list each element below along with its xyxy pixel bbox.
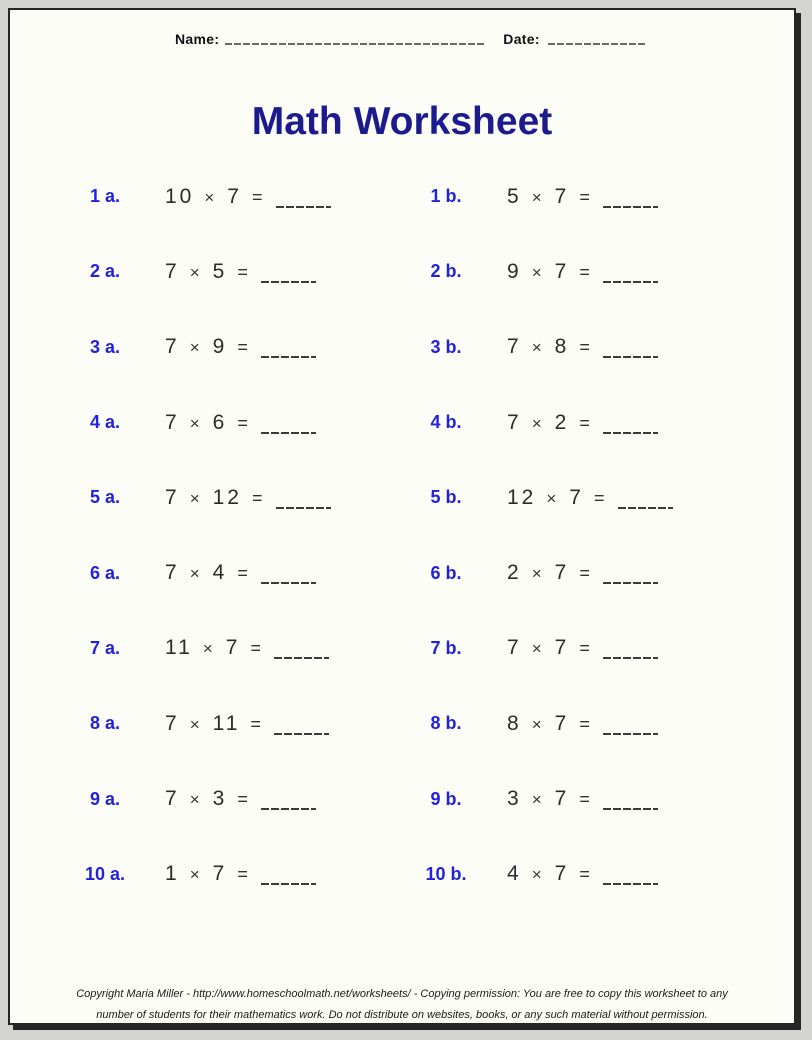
page-title: Math Worksheet (251, 100, 553, 143)
answer-blank (603, 657, 658, 659)
problem-2a (165, 260, 408, 284)
problem-number-9b: 9 b. (430, 788, 462, 809)
multiplication-sign: × (546, 488, 557, 508)
answer-blank (261, 356, 316, 358)
copyright-line-1: Copyright Maria Miller - http://www.homeschoolmath.net/worksheets/ - Copying permission: You are free to copy this worksheet to any (76, 988, 728, 1000)
problem-row-10 (10, 837, 794, 912)
answer-blank (603, 432, 658, 434)
factor-1: 2 (507, 561, 522, 585)
factor-2: 6 (212, 410, 228, 434)
factor-1: 7 (507, 335, 522, 359)
answer-blank (603, 281, 658, 283)
answer-blank (603, 733, 658, 735)
problem-1a (165, 185, 408, 209)
answer-blank (618, 507, 673, 509)
problem-5b (507, 486, 673, 510)
factor-1: 5 (507, 184, 522, 208)
name-blank-line (225, 43, 485, 45)
answer-blank (261, 432, 316, 434)
problem-10a (165, 862, 408, 886)
problem-9b (507, 787, 658, 811)
problem-number-6a: 6 a. (89, 562, 121, 583)
equals-sign: = (579, 638, 590, 659)
factor-1: 4 (507, 862, 522, 886)
factor-1: 7 (165, 561, 180, 585)
answer-blank (261, 582, 316, 584)
equals-sign: = (579, 713, 590, 734)
factor-2: 7 (225, 636, 241, 660)
equals-sign: = (579, 563, 590, 584)
problem-number-7b: 7 b. (430, 637, 462, 658)
answer-blank (261, 883, 316, 885)
problem-number-9a: 9 a. (89, 788, 121, 809)
answer-blank (274, 657, 329, 659)
equals-sign: = (237, 864, 248, 885)
factor-1: 7 (165, 410, 180, 434)
date-label: Date: (503, 31, 540, 47)
equals-sign: = (251, 186, 263, 207)
multiplication-sign: × (531, 413, 542, 433)
answer-blank (274, 733, 329, 735)
answer-blank (603, 883, 658, 885)
problem-row-6 (10, 535, 794, 610)
multiplication-sign: × (189, 488, 200, 508)
factor-1: 7 (165, 485, 180, 509)
factor-1: 7 (165, 335, 180, 359)
problem-5a (165, 486, 408, 510)
problem-number-3a: 3 a. (89, 336, 121, 357)
problem-row-3 (10, 310, 794, 385)
answer-blank (261, 281, 316, 283)
factor-2: 5 (212, 259, 228, 283)
factor-2: 7 (554, 787, 570, 811)
equals-sign: = (593, 487, 605, 508)
answer-blank (603, 582, 658, 584)
multiplication-sign: × (531, 338, 542, 358)
factor-2: 7 (554, 711, 570, 735)
problem-10b (507, 862, 658, 886)
problem-number-10a: 10 a. (84, 863, 126, 884)
problem-2b (507, 260, 658, 284)
problem-row-7 (10, 611, 794, 686)
multiplication-sign: × (189, 564, 200, 584)
factor-1: 7 (165, 711, 180, 735)
problem-number-4b: 4 b. (430, 412, 462, 433)
problem-row-4 (10, 385, 794, 460)
factor-1: 7 (165, 259, 180, 283)
factor-1: 11 (165, 636, 193, 660)
problem-6a (165, 561, 408, 585)
answer-blank (603, 808, 658, 810)
multiplication-sign: × (531, 865, 542, 885)
copyright-footer (10, 984, 794, 1026)
factor-2: 2 (554, 410, 570, 434)
factor-2: 4 (212, 561, 228, 585)
multiplication-sign: × (531, 262, 542, 282)
factor-1: 8 (507, 711, 522, 735)
problem-row-8 (10, 686, 794, 761)
multiplication-sign: × (531, 187, 542, 207)
answer-blank (603, 356, 658, 358)
equals-sign: = (579, 412, 590, 433)
factor-1: 3 (507, 787, 522, 811)
equals-sign: = (579, 864, 590, 885)
equals-sign: = (237, 261, 248, 282)
worksheet-page (8, 8, 796, 1025)
problem-row-1 (10, 159, 794, 234)
problem-1b (507, 185, 658, 209)
problem-8b (507, 712, 658, 736)
problem-row-5 (10, 460, 794, 535)
equals-sign: = (250, 638, 261, 659)
problem-7b (507, 636, 658, 660)
factor-2: 11 (212, 711, 241, 735)
factor-2: 7 (554, 636, 570, 660)
equals-sign: = (237, 789, 248, 810)
factor-1: 7 (165, 787, 180, 811)
copyright-line-2: number of students for their mathematics work. Do not distribute on websites, books, or any such material without permission. (96, 1009, 708, 1021)
problem-number-1a: 1 a. (89, 186, 121, 207)
equals-sign: = (579, 186, 590, 207)
equals-sign: = (237, 563, 248, 584)
problem-8a (165, 712, 408, 736)
problem-row-9 (10, 761, 794, 836)
factor-1: 7 (507, 410, 522, 434)
equals-sign: = (251, 487, 263, 508)
factor-1: 12 (507, 485, 537, 509)
problem-3a (165, 335, 408, 359)
factor-2: 3 (212, 787, 228, 811)
problem-number-3b: 3 b. (430, 336, 462, 357)
problem-number-5a: 5 a. (89, 487, 121, 508)
problem-number-8b: 8 b. (430, 713, 462, 734)
problem-number-1b: 1 b. (430, 186, 462, 207)
name-label: Name: (175, 31, 220, 47)
equals-sign: = (579, 337, 590, 358)
answer-blank (276, 507, 331, 509)
multiplication-sign: × (531, 639, 542, 659)
name-date-header (175, 32, 647, 46)
multiplication-sign: × (531, 564, 542, 584)
problem-number-7a: 7 a. (89, 637, 121, 658)
factor-1: 9 (507, 259, 522, 283)
factor-1: 1 (165, 862, 180, 886)
multiplication-sign: × (189, 262, 200, 282)
multiplication-sign: × (202, 639, 213, 659)
problem-6b (507, 561, 658, 585)
factor-2: 7 (569, 485, 584, 509)
equals-sign: = (250, 713, 261, 734)
multiplication-sign: × (189, 338, 200, 358)
factor-2: 7 (554, 561, 570, 585)
multiplication-sign: × (531, 714, 542, 734)
factor-2: 7 (212, 862, 228, 886)
multiplication-sign: × (531, 790, 542, 810)
multiplication-sign: × (189, 865, 200, 885)
factor-2: 7 (227, 184, 242, 208)
multiplication-sign: × (204, 187, 215, 207)
date-blank-line (548, 43, 647, 45)
problem-number-2a: 2 a. (89, 261, 121, 282)
factor-2: 7 (554, 259, 570, 283)
answer-blank (261, 808, 316, 810)
problem-number-8a: 8 a. (89, 713, 121, 734)
multiplication-sign: × (189, 790, 200, 810)
equals-sign: = (237, 412, 248, 433)
problem-7a (165, 636, 408, 660)
problem-number-5b: 5 b. (430, 487, 462, 508)
equals-sign: = (579, 789, 590, 810)
factor-2: 8 (554, 335, 570, 359)
problem-number-6b: 6 b. (430, 562, 462, 583)
problem-number-10b: 10 b. (425, 863, 467, 884)
problem-row-2 (10, 234, 794, 309)
factor-2: 7 (554, 184, 570, 208)
multiplication-sign: × (189, 714, 200, 734)
problems-grid (10, 159, 794, 912)
factor-1: 7 (507, 636, 522, 660)
multiplication-sign: × (189, 413, 200, 433)
factor-2: 12 (212, 485, 242, 509)
factor-1: 10 (165, 184, 195, 208)
problem-4b (507, 411, 658, 435)
factor-2: 7 (554, 862, 570, 886)
answer-blank (276, 206, 331, 208)
answer-blank (603, 206, 658, 208)
problem-number-4a: 4 a. (89, 412, 121, 433)
problem-3b (507, 335, 658, 359)
equals-sign: = (579, 261, 590, 282)
factor-2: 9 (212, 335, 228, 359)
equals-sign: = (237, 337, 248, 358)
problem-9a (165, 787, 408, 811)
problem-number-2b: 2 b. (430, 261, 462, 282)
problem-4a (165, 411, 408, 435)
